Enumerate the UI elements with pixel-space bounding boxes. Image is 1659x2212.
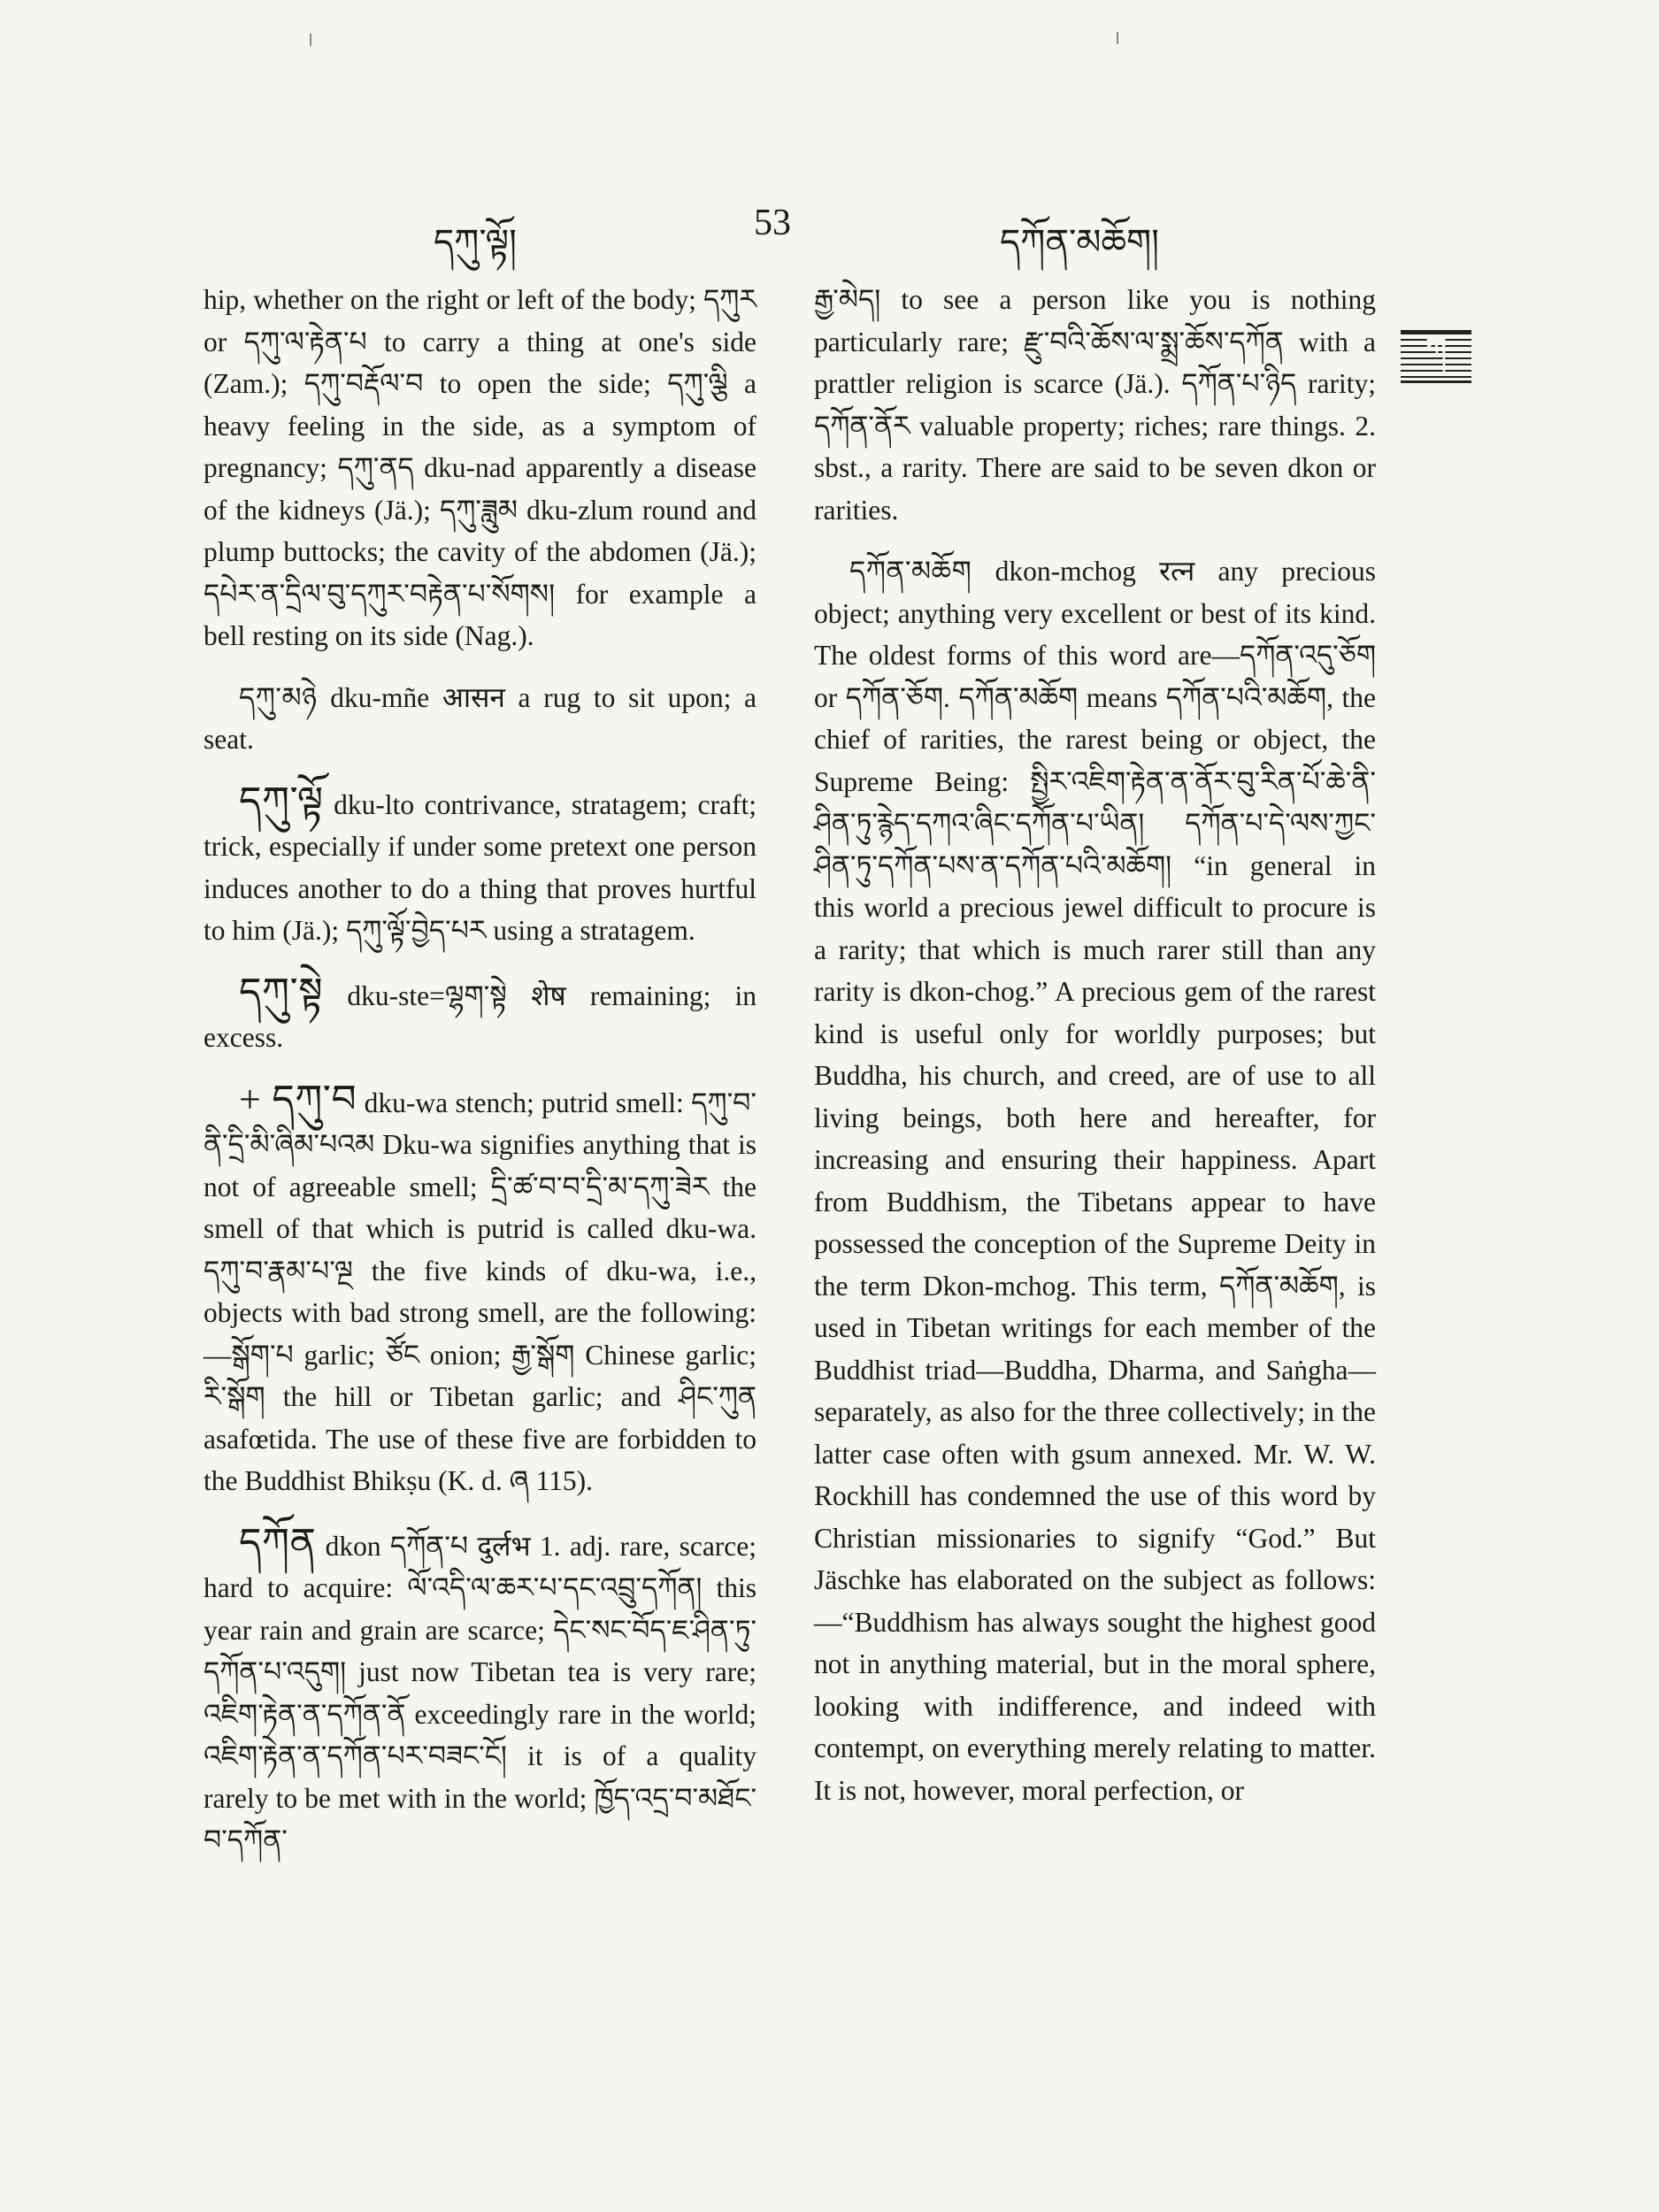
thumb-index-letter: ཀ [1425, 333, 1447, 365]
entry-headword: དཀོན [239, 1520, 317, 1564]
running-head-left: དཀུ་ལྟོ། [434, 222, 518, 262]
entry-dku-lto [204, 780, 757, 952]
entry-definition: dku-lto contrivance, stratagem; craft; trick, especially if under some pretext one person induces another to do a thing that proves hurtful to him (Jä.); དཀུ་ལྟོ་བྱེད་པར using a stratagem. [204, 788, 757, 946]
page-number: 53 [754, 203, 791, 243]
entry-dkon-mchog [814, 550, 1376, 1811]
entry-dkon [204, 1522, 757, 1862]
entry-headword: དཀུ་སྟེ [239, 970, 324, 1014]
right-column [814, 279, 1376, 1831]
entry-headword: དཀུ་ལྟོ [239, 779, 324, 823]
entry-headword: དཀོན་མཆོག [849, 556, 972, 587]
entry-dku-wa [204, 1079, 757, 1502]
scan-tick-mark [1117, 32, 1118, 44]
entry-definition: dku-mñe आसन a rug to sit upon; a seat. [204, 681, 757, 755]
entry-definition: dkon-mchog रत्न any precious object; anything very excellent or best of its kind. The oldest forms of this word are—དཀོན་འདུ་ཅོག or དཀོན་ཅོག. དཀོན་མཆོག means དཀོན་པའི་མཆོག, the chief of rarities, the rarest being or object, the Supreme Being: སྤྱིར་འཇིག་རྟེན་ན་ནོར་བུ་རིན་པོ་ཆེ་ནི་ཤིན་ཏུ་རྙེད་དཀའ་ཞིང་དཀོན་པ་ཡིན། དཀོན་པ་དེ་ལས་ཀྱང་ཤིན་ཏུ་དཀོན་པས་ན་དཀོན་པའི་མཆོག། “in general in this world a precious jewel difficult to procure is a rarity; that which is much rarer still than any rarity is dkon-chog.” A precious gem of the rarest kind is useful only for worldly purposes; but Buddha, his church, and creed, are of use to all living beings, both here and hereafter, for increasing and ensuring their happiness. Apart from Buddhism, the Tibetans appear to have possessed the conception of the Supreme Deity in the term Dkon-mchog. This term, དཀོན་མཆོག, is used in Tibetan writings for each member of the Buddhist triad—Buddha, Dharma, and Saṅgha—separately, as also for the three collectively; in the latter case often with gsum annexed. Mr. W. W. Rockhill has condemned the use of this word by Christian missionaries to signify “God.” But Jäschke has elaborated on the subject as follows:—“Buddhism has always sought the highest good not in anything material, but in the moral sphere, looking with indifference, and indeed with contempt, on everything merely relating to matter. It is not, however, moral perfection, or [814, 556, 1377, 1806]
left-column [204, 279, 757, 1881]
entry-definition: dkon དཀོན་པ दुर्लभ 1. adj. rare, scarce; hard to acquire: ལོ་འདི་ལ་ཆར་པ་དང་འབྲུ་དཀོན། this year rain and grain are scarce; དེང་སང་བོད་ཇ་ཤིན་ཏུ་དཀོན་པ་འདུག། just now Tibetan tea is very rare; འཇིག་རྟེན་ན་དཀོན་ནོ exceedingly rare in the world; འཇིག་རྟེན་ན་དཀོན་པར་བཟང་ངོ། it is of a quality rarely to be met with in the world; ཁྱོད་འདྲ་བ་མཐོང་བ་དཀོན་ [204, 1530, 757, 1855]
entry-headword: + དཀུ་བ [239, 1077, 357, 1121]
entry-continuation: hip, whether on the right or left of the body; དཀུར or དཀུ་ལ་རྟེན་པ to carry a thing at one's side (Zam.); དཀུ་བརྡོལ་བ to open the side; དཀུ་ལྕི a heavy feeling in the side, as a symptom of pregnancy; དཀུ་ནད dku-nad apparently a disease of the kidneys (Jä.); དཀུ་ཟླུམ dku-zlum round and plump buttocks; the cavity of the abdomen (Jä.); དཔེར་ན་དྲིལ་བུ་དཀུར་བརྟེན་པ་སོགས། for example a bell resting on its side (Nag.). [204, 284, 757, 651]
entry-continuation: རྒྱ་མེད། to see a person like you is nothing particularly rare; རྫུ་བའི་ཆོས་ལ་སྨྲ་ཆོས་དཀོན with a prattler religion is scarce (Jä.). དཀོན་པ་ཉིད rarity; དཀོན་ནོར valuable property; riches; rare things. 2. sbst., a rarity. There are said to be seven dkon or rarities. [814, 284, 1376, 526]
entry-definition: dku-wa stench; putrid smell: དཀུ་བ་ནི་དྲི་མི་ཞིམ་པའམ Dku-wa signifies anything that is not of agreeable smell; དྲི་ཚ་བ་བ་དྲི་མ་དཀུ་ཟེར the smell of that which is putrid is called dku-wa. དཀུ་བ་རྣམ་པ་ལྔ the five kinds of dku-wa, i.e., objects with bad strong smell, are the following:—སྒོག་པ garlic; ཙོང onion; རྒྱ་སྒོག Chinese garlic; རི་སྒོག the hill or Tibetan garlic; and ཤིང་ཀུན asafœtida. The use of these five are forbidden to the Buddhist Bhikṣu (K. d. ཞ 115). [204, 1087, 757, 1496]
entry-headword: དཀུ་མཉེ [239, 681, 318, 713]
scan-tick-mark [310, 34, 311, 46]
entry-definition: dku-ste=ལྷག་སྟེ शेष remaining; in excess. [204, 979, 757, 1053]
thumb-index-tab [1401, 330, 1471, 383]
entry-dku-ste [204, 972, 757, 1059]
entry-dku-mne [204, 677, 757, 761]
running-head-right: དཀོན་མཆོག། [1000, 222, 1159, 262]
